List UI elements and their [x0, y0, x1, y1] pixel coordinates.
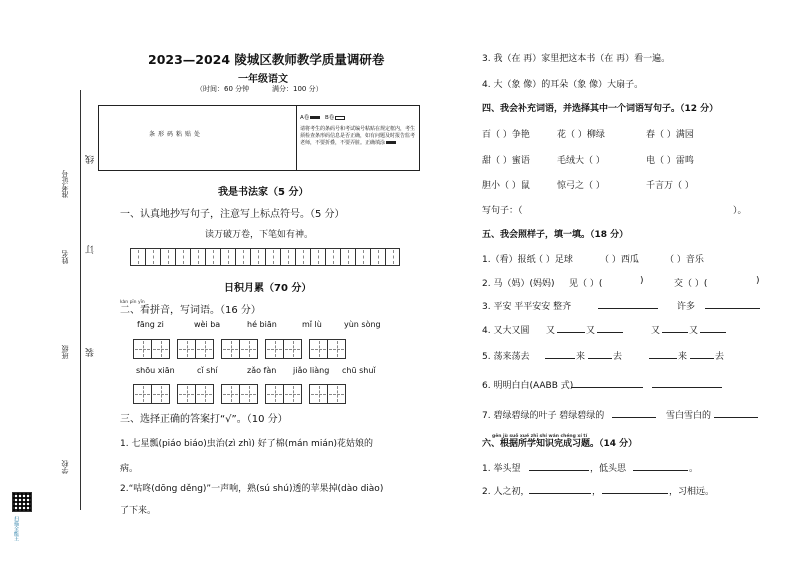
q5-4-4: 又: [651, 326, 661, 336]
q4-write-label: 写句子：（: [482, 206, 523, 216]
class-label: 班级: [61, 345, 69, 359]
pinyin-2-5: chū shuǐ: [342, 366, 376, 375]
q5-6-blank-1[interactable]: [571, 378, 643, 388]
exam-score: 满分：100 分）: [272, 85, 323, 93]
pinyin-grid-row1[interactable]: [134, 339, 354, 359]
pinyin-1-3: hé biān: [247, 320, 277, 329]
binding-line-char: 线: [86, 155, 96, 164]
q5-4-blank-2[interactable]: [597, 323, 623, 333]
q5-5-1: 5. 荡来荡去: [482, 352, 530, 362]
exam-time: （时间：60 分钟: [196, 85, 250, 93]
filled-block-icon: [386, 141, 396, 144]
q3-item-2a: 2.“咕咚(dōng děng)”一声响，熟(sú shú)透的苹果掉(dào diào): [120, 484, 384, 494]
q5-2-5: ): [756, 276, 760, 286]
q4-r2-3: 电（ ）雷鸣: [646, 156, 694, 166]
binding-zhuang-char: 装: [86, 348, 96, 357]
q6-1c: 。: [689, 464, 699, 474]
q5-1-4: （ ）音乐: [665, 255, 704, 265]
q2-ruby: kàn pīn yīn: [120, 300, 145, 305]
pinyin-1-2: wèi ba: [194, 320, 221, 329]
page-subtitle: 一年级语文: [238, 74, 288, 85]
q4-r3-2: 惊弓之（ ）: [557, 181, 605, 191]
q3-item-1a: 1. 七星瓢(piáo biáo)虫治(zì zhì) 好了棉(mán mián)花姑娘的: [120, 439, 374, 449]
pinyin-1-1: fāng zi: [137, 320, 164, 329]
q5-4-blank-4[interactable]: [700, 323, 726, 333]
q5-1-1: 1.（看）报纸: [482, 255, 536, 265]
pinyin-2-2: cǐ shí: [197, 366, 218, 375]
pinyin-1-5: yùn sòng: [344, 320, 381, 329]
pinyin-2-4: jiǎo liàng: [293, 366, 330, 375]
binding-line: [80, 90, 81, 510]
q6-2-blank-1[interactable]: [529, 484, 591, 494]
question-6: gēn jù suǒ xué zhī shí wán chéng xí tí 六、根据所学知识完成习题。（14 分）: [482, 434, 638, 449]
q5-7-2: 雪白雪白的: [666, 411, 712, 421]
qr-caption: 扫描全能王: [13, 516, 19, 541]
q5-6: 6. 明明白白(AABB 式): [482, 381, 574, 391]
q4-r3-3: 千言万（ ）: [646, 181, 694, 191]
q4-write-close: ）。: [733, 206, 747, 216]
school-label: 学校: [61, 460, 69, 474]
q4-r1-1: 百（ ）争艳: [482, 130, 530, 140]
pinyin-1-4: mǐ lù: [302, 320, 322, 329]
q5-6-blank-2[interactable]: [652, 378, 722, 388]
q4-r3-1: 胆小（ ）鼠: [482, 181, 530, 191]
q3-item-3: 3. 我（在 再）家里把这本书（在 再）看一遍。: [482, 54, 671, 64]
empty-block-icon: [335, 116, 345, 120]
q5-4-2: 又: [546, 326, 556, 336]
q5-4-1: 4. 又大又圆: [482, 326, 530, 336]
page-title: 2023—2024 陵城区教师教学质量调研卷: [148, 52, 385, 67]
q5-5-blank-1[interactable]: [545, 349, 575, 359]
part1-title: 我是书法家（5 分）: [218, 187, 309, 198]
ab-version-row: [300, 113, 345, 121]
pinyin-2-3: zǎo fàn: [247, 366, 277, 375]
copy-sentence: 读万破万卷，下笔如有神。: [205, 230, 314, 240]
q5-5-4: 来: [678, 352, 688, 362]
q3-item-4: 4. 大（象 像）的耳朵（象 像）大扇子。: [482, 80, 644, 90]
question-3: 三、选择正确的答案打“√”。（10 分）: [120, 414, 288, 425]
q5-5-2: 来: [576, 352, 586, 362]
part2-title: 日积月累（70 分）: [224, 283, 312, 294]
q5-7-1: 7. 碧绿碧绿的叶子 碧绿碧绿的: [482, 411, 605, 421]
question-1: 一、认真地抄写句子，注意写上标点符号。（5 分）: [120, 209, 345, 220]
pinyin-grid-row2[interactable]: [134, 384, 354, 404]
question-5: 五、我会照样子，填一填。（18 分）: [482, 230, 629, 240]
q6-2b: ，: [592, 487, 602, 497]
q6-1-blank-2[interactable]: [633, 461, 688, 471]
question-2: kàn pīn yīn 二、看拼音，写词语。（16 分）: [120, 300, 261, 316]
q5-4-3: 又: [586, 326, 596, 336]
q4-r1-3: 春（ ）满园: [646, 130, 694, 140]
q5-5-5: 去: [715, 352, 725, 362]
barcode-divider: [296, 106, 297, 170]
barcode-box: [98, 105, 420, 171]
q5-5-3: 去: [613, 352, 623, 362]
q5-1-3: （ ）西瓜: [600, 255, 639, 265]
q5-7-blank-2[interactable]: [714, 408, 758, 418]
q5-5-blank-2[interactable]: [588, 349, 612, 359]
q6-1a: 1. 举头望: [482, 464, 521, 474]
q4-r2-2: 毛绒大（ ）: [557, 156, 605, 166]
q5-2-4: 交（ ）(: [674, 279, 708, 289]
q5-3-2: 许多: [677, 302, 696, 312]
q4-r2-1: 甜（ ）蜜语: [482, 156, 530, 166]
question-4: 四、我会补充词语，并选择其中一个词语写句子。（12 分）: [482, 104, 719, 114]
q5-1-2: （ ）足球: [534, 255, 573, 265]
filled-block-icon: [310, 116, 320, 119]
q6-2-blank-2[interactable]: [602, 484, 668, 494]
q5-7-blank-1[interactable]: [612, 408, 656, 418]
q3-item-1b: 病。: [120, 464, 139, 474]
version-a-label: A卷: [300, 115, 310, 121]
writing-grid[interactable]: [130, 248, 400, 266]
q5-5-blank-3[interactable]: [649, 349, 677, 359]
q5-2-1: 2. 马（妈）(妈妈): [482, 279, 555, 289]
q5-5-blank-4[interactable]: [690, 349, 714, 359]
q5-3-1: 3. 平安 平平安安 整齐: [482, 302, 572, 312]
q5-4-5: 又: [689, 326, 699, 336]
q5-2-3: ): [640, 276, 644, 286]
q6-1b: ，低头思: [590, 464, 627, 474]
name-label: 姓名: [61, 250, 69, 264]
barcode-label: 条形码粘贴处: [149, 131, 204, 138]
qr-code-icon: [12, 492, 32, 512]
q6-2c: ，习相远。: [669, 487, 715, 497]
q6-2a: 2. 人之初，: [482, 487, 530, 497]
q6-1-blank-1[interactable]: [529, 461, 589, 471]
q5-4-blank-3[interactable]: [662, 323, 688, 333]
q3-item-2b: 了下来。: [120, 506, 157, 516]
q4-r1-2: 花（ ）柳绿: [557, 130, 605, 140]
q5-2-2: 见（ ）(: [569, 279, 603, 289]
ticket-no-label: 准考证号: [61, 170, 69, 198]
version-b-label: B卷: [325, 115, 335, 121]
q5-4-blank-1[interactable]: [557, 323, 585, 333]
binding-ding-char: 订: [86, 245, 96, 254]
q5-3-blank-1[interactable]: [598, 299, 658, 309]
pinyin-2-1: shōu xiān: [136, 366, 175, 375]
q6-ruby: gēn jù suǒ xué zhī shí wán chéng xí tí: [492, 434, 588, 439]
q5-3-blank-2[interactable]: [705, 299, 760, 309]
barcode-note: 请将考生的条码号和考试编号粘贴在规定框内，考生须检查条形码信息是否正确，如有问题及时报告监考老师，不要折叠，不要弄脏。正确填涂: [300, 126, 416, 146]
